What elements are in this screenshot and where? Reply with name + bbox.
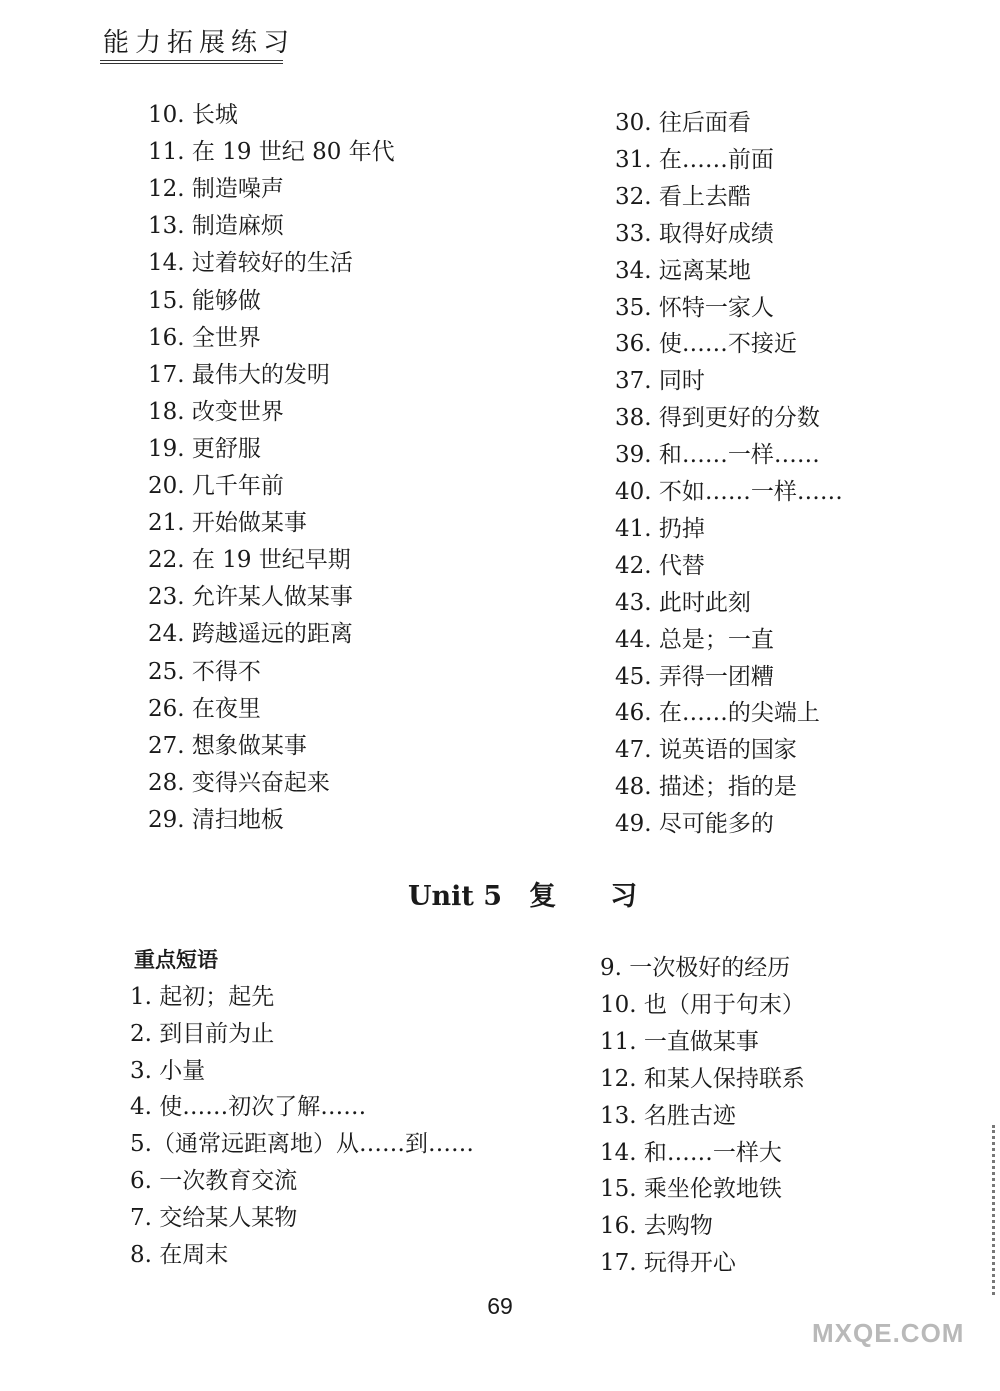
phrase-item: 1. 起初；起先: [130, 984, 275, 1010]
phrase-item: 12. 制造噪声: [148, 176, 284, 203]
phrase-item: 15. 能够做: [148, 287, 261, 314]
phrase-item: 6. 一次教育交流: [130, 1168, 298, 1194]
phrase-item: 48. 描述；指的是: [615, 774, 797, 801]
phrase-item: 12. 和某人保持联系: [600, 1065, 805, 1092]
header-rule: [100, 60, 283, 64]
phrase-item: 46. 在……的尖端上: [615, 700, 820, 727]
phrase-item: 27. 想象做某事: [148, 732, 307, 759]
phrase-item: 32. 看上去酷: [615, 183, 751, 210]
phrase-item: 37. 同时: [615, 368, 705, 395]
running-header: 能力拓展练习: [103, 28, 296, 58]
phrase-item: 17. 玩得开心: [600, 1250, 736, 1277]
phrase-item: 33. 取得好成绩: [615, 220, 774, 247]
phrase-item: 31. 在……前面: [615, 146, 774, 173]
phrase-item: 22. 在 19 世纪早期: [148, 547, 351, 574]
phrase-item: 43. 此时此刻: [615, 589, 751, 616]
phrase-item: 3. 小量: [130, 1057, 206, 1084]
site-watermark: MXQE.COM: [812, 1318, 965, 1348]
phrase-item: 29. 清扫地板: [148, 806, 284, 833]
phrase-item: 10. 也（用于句末）: [600, 991, 805, 1018]
phrase-item: 35. 怀特一家人: [615, 294, 774, 321]
phrase-item: 38. 得到更好的分数: [615, 405, 820, 432]
phrase-item: 14. 过着较好的生活: [148, 250, 353, 277]
phrase-item: 24. 跨越遥远的距离: [148, 621, 353, 648]
phrase-item: 7. 交给某人某物: [130, 1204, 298, 1231]
phrase-item: 26. 在夜里: [148, 695, 261, 722]
phrase-item: 30. 往后面看: [615, 110, 751, 136]
phrase-item: 13. 制造麻烦: [148, 213, 284, 240]
phrase-item: 16. 去购物: [600, 1213, 713, 1240]
phrase-item: 28. 变得兴奋起来: [148, 769, 330, 796]
phrase-item: 40. 不如……一样……: [615, 479, 843, 505]
phrase-item: 14. 和……一样大: [600, 1139, 782, 1166]
phrase-item: 10. 长城: [148, 102, 238, 128]
phrase-item: 8. 在周末: [130, 1241, 229, 1268]
phrase-item: 42. 代替: [615, 552, 705, 579]
phrase-item: 39. 和……一样……: [615, 442, 820, 469]
phrase-item: 21. 开始做某事: [148, 510, 307, 537]
phrase-item: 19. 更舒服: [148, 435, 261, 462]
phrase-item: 36. 使……不接近: [615, 331, 797, 358]
phrase-item: 16. 全世界: [148, 324, 261, 351]
section-subhead: 重点短语: [134, 947, 218, 972]
phrase-item: 25. 不得不: [148, 658, 261, 685]
phrase-item: 44. 总是；一直: [615, 626, 774, 653]
dotted-edge-divider: [992, 1125, 995, 1295]
section-title: Unit 5 复 习: [408, 881, 638, 912]
phrase-item: 45. 弄得一团糟: [615, 663, 774, 690]
phrase-item: 15. 乘坐伦敦地铁: [600, 1176, 782, 1203]
phrase-item: 2. 到目前为止: [130, 1020, 275, 1047]
phrase-item: 4. 使……初次了解……: [130, 1094, 367, 1121]
page-number: 69: [487, 1293, 513, 1319]
phrase-item: 9. 一次极好的经历: [600, 955, 791, 981]
phrase-item: 20. 几千年前: [148, 473, 284, 499]
phrase-item: 18. 改变世界: [148, 398, 284, 425]
phrase-item: 11. 一直做某事: [600, 1028, 759, 1055]
phrase-item: 5.（通常远距离地）从……到……: [130, 1131, 474, 1158]
phrase-item: 49. 尽可能多的: [615, 811, 774, 838]
phrase-item: 41. 扔掉: [615, 515, 705, 542]
phrase-item: 11. 在 19 世纪 80 年代: [148, 139, 395, 166]
phrase-item: 17. 最伟大的发明: [148, 361, 330, 388]
phrase-item: 34. 远离某地: [615, 257, 751, 284]
phrase-item: 23. 允许某人做某事: [148, 584, 353, 611]
phrase-item: 13. 名胜古迹: [600, 1102, 736, 1129]
phrase-item: 47. 说英语的国家: [615, 737, 797, 764]
